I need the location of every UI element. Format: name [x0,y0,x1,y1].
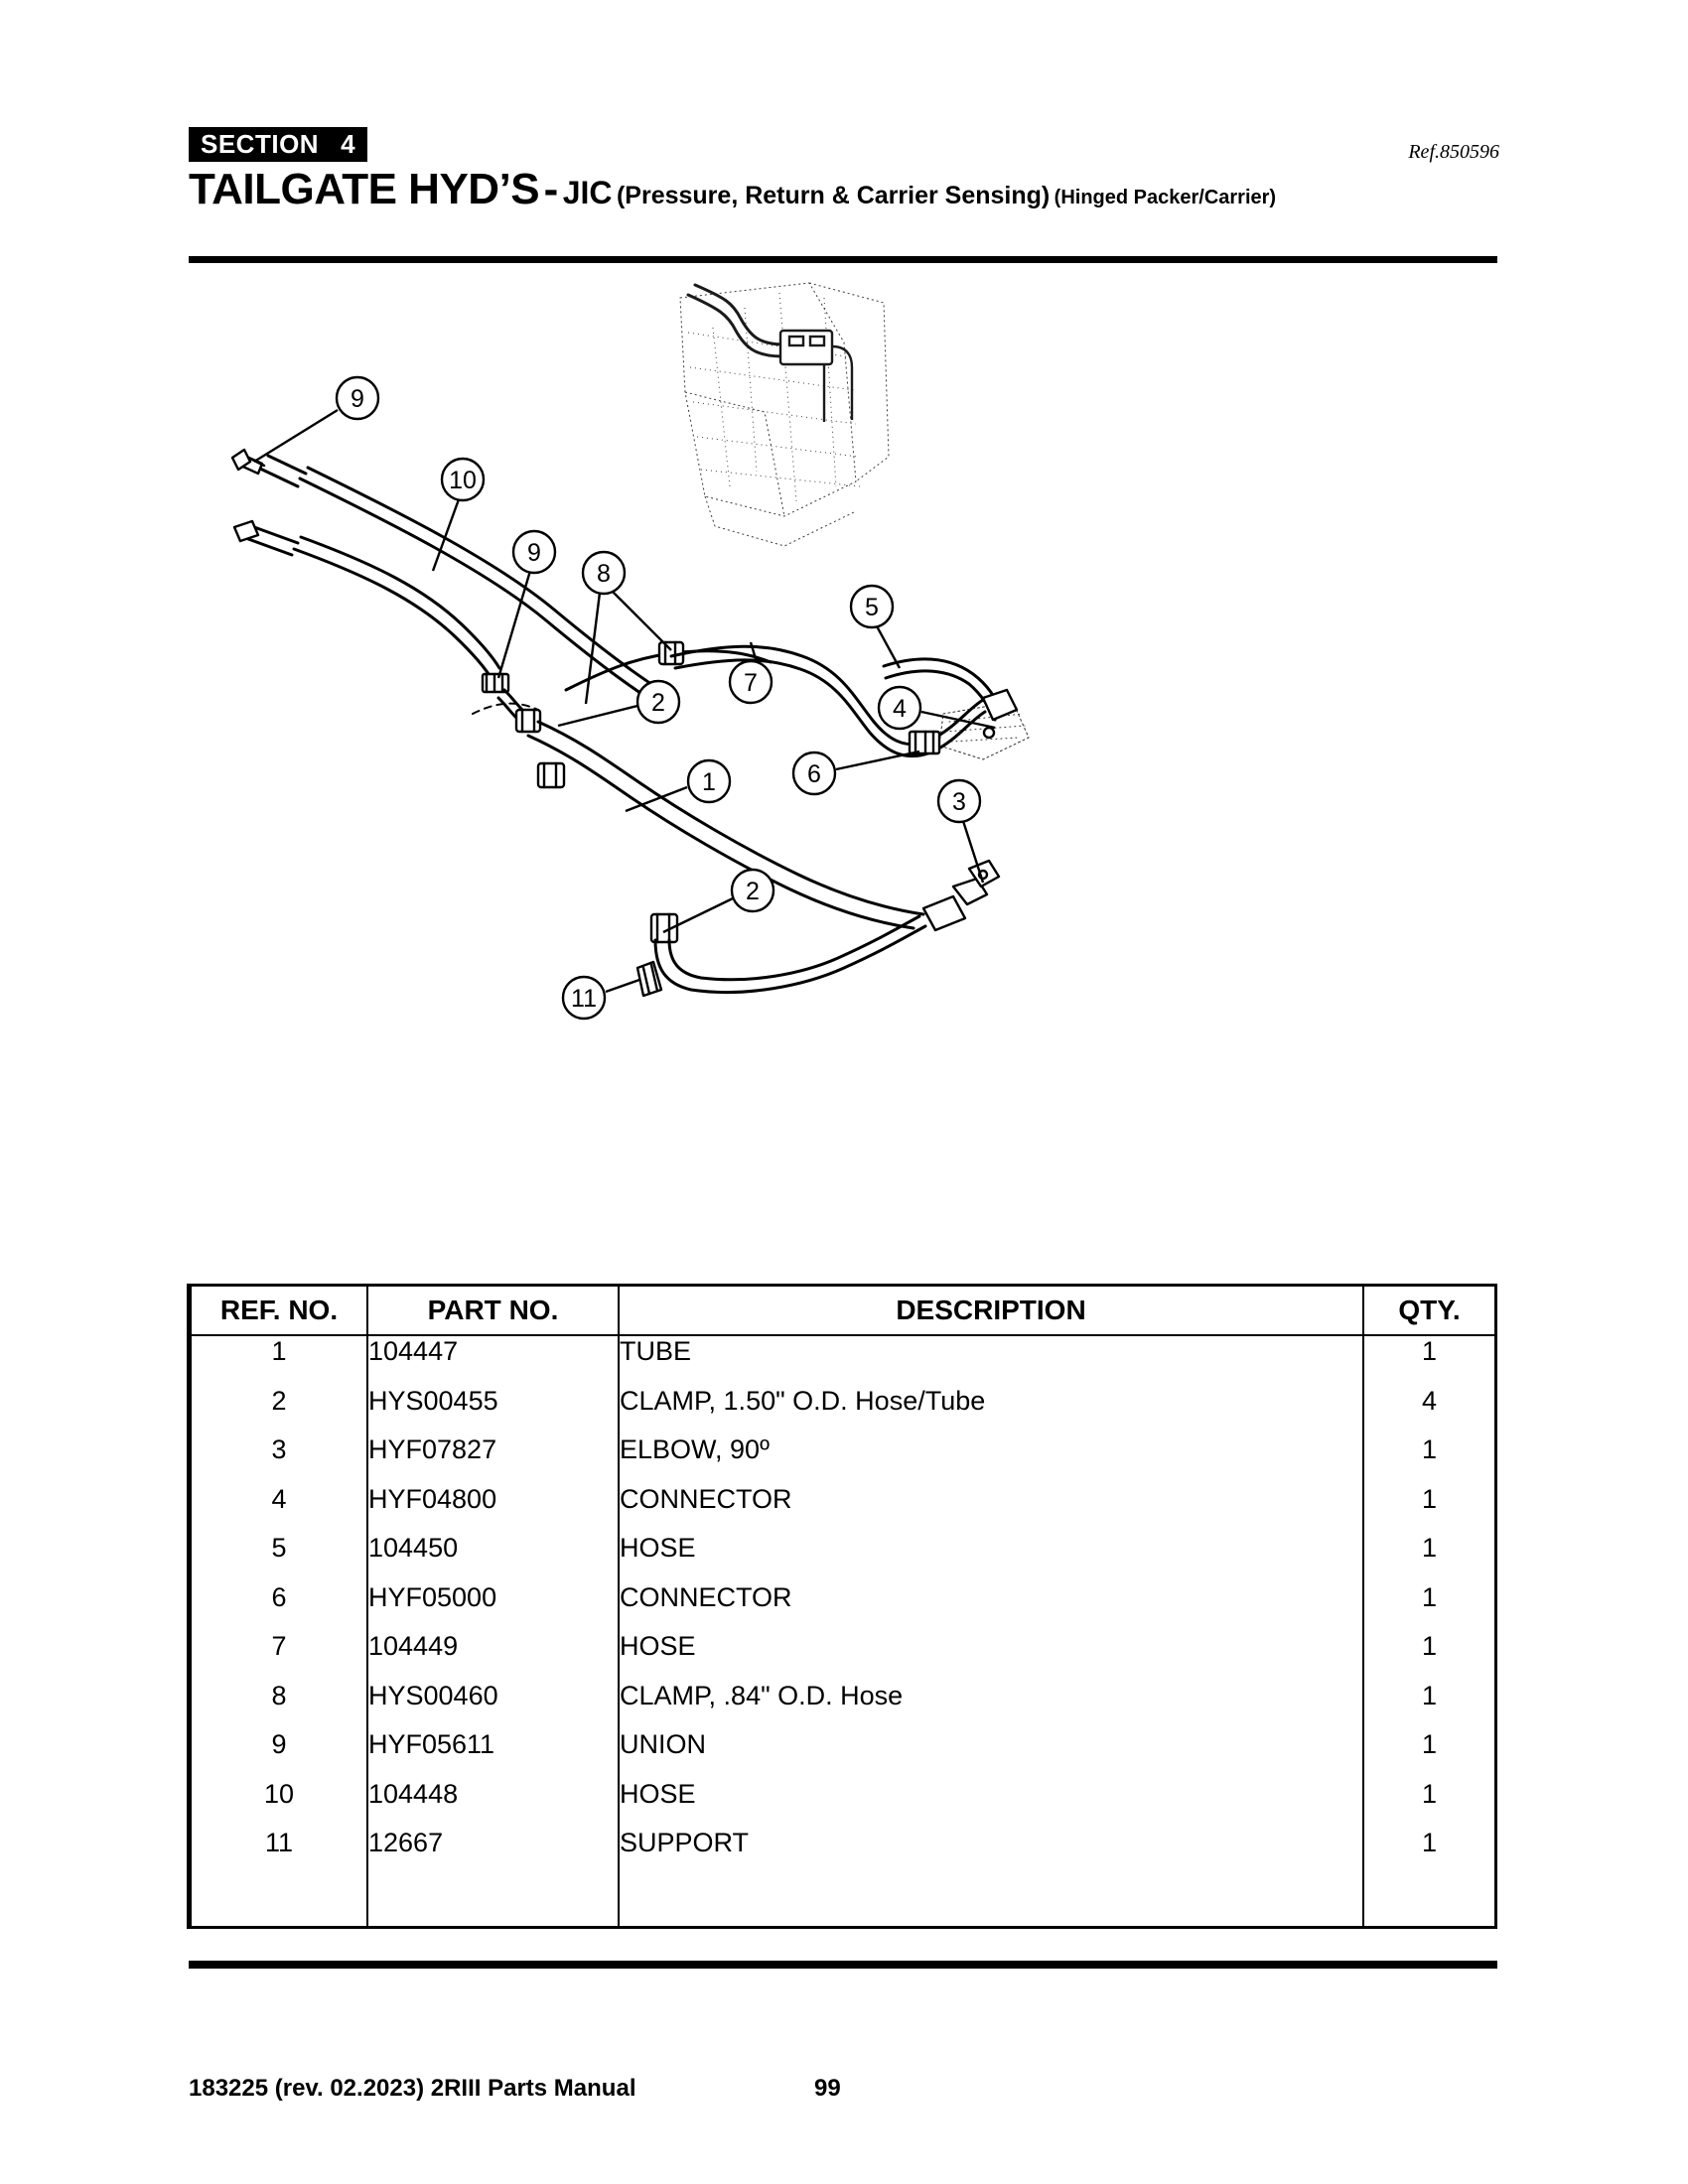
title-qualifier-primary: (Pressure, Return & Carrier Sensing) [616,182,1051,209]
cell-description: CLAMP, .84" O.D. Hose [619,1681,1363,1729]
column-header-description: DESCRIPTION [619,1287,1363,1335]
reference-code: Ref.850596 [1408,141,1499,163]
cell-qty: 1 [1363,1484,1495,1533]
cell-qty: 1 [1363,1434,1495,1483]
cell-qty: 1 [1363,1533,1495,1581]
section-label: SECTION [201,129,320,159]
cell-description: CONNECTOR [619,1582,1363,1631]
cell-ref-no: 11 [191,1828,367,1876]
callout-label-11: 11 [571,985,597,1013]
cell-empty-qty [1363,1876,1495,1926]
cell-part-no: 104447 [367,1335,619,1386]
cell-qty: 1 [1363,1631,1495,1680]
exploded-view-diagram [189,273,1499,1256]
callout-label-8: 8 [597,560,611,588]
table-header-row [191,1287,1495,1335]
cell-description: HOSE [619,1533,1363,1581]
cell-description: CONNECTOR [619,1484,1363,1533]
cell-empty-ref [191,1876,367,1926]
table-row [191,1434,1495,1483]
cell-ref-no: 9 [191,1729,367,1778]
vehicle-body-inset [680,283,889,546]
cell-description: HOSE [619,1779,1363,1828]
cell-part-no: HYS00460 [367,1681,619,1729]
footer-document-id: 183225 (rev. 02.2023) 2RIII Parts Manual [189,2075,636,2102]
table-row [191,1729,1495,1778]
cell-ref-no: 6 [191,1582,367,1631]
parts-table-container [187,1284,1497,1929]
callout-label-9-top: 9 [351,385,364,413]
page-header [189,127,1499,213]
cell-qty: 1 [1363,1779,1495,1828]
parts-illustration [189,273,1499,1256]
cell-qty: 1 [1363,1582,1495,1631]
cell-part-no: 12667 [367,1828,619,1876]
cell-ref-no: 10 [191,1779,367,1828]
table-row [191,1533,1495,1581]
cell-qty: 4 [1363,1386,1495,1434]
cell-empty-part [367,1876,619,1926]
cell-qty: 1 [1363,1729,1495,1778]
cell-qty: 1 [1363,1335,1495,1386]
column-header-part-no: PART NO. [367,1287,619,1335]
cell-part-no: HYF04800 [367,1484,619,1533]
cell-qty: 1 [1363,1681,1495,1729]
page-footer [189,2075,1499,2103]
cell-description: CLAMP, 1.50" O.D. Hose/Tube [619,1386,1363,1434]
footer-page-number: 99 [814,2075,841,2102]
cell-part-no: HYF05000 [367,1582,619,1631]
cell-ref-no: 3 [191,1434,367,1483]
cell-description: UNION [619,1729,1363,1778]
cell-part-no: HYF07827 [367,1434,619,1483]
callout-label-1: 1 [702,768,716,796]
footer-divider-rule [189,1961,1497,1969]
table-empty-space [191,1876,1495,1926]
column-header-qty: QTY. [1363,1287,1495,1335]
section-number: 4 [341,129,356,159]
cell-part-no: 104449 [367,1631,619,1680]
callout-label-6: 6 [807,760,821,788]
cell-part-no: HYS00455 [367,1386,619,1434]
section-badge [189,127,367,162]
parts-table [190,1287,1496,1926]
callout-label-7: 7 [744,669,758,697]
table-row [191,1484,1495,1533]
cell-description: SUPPORT [619,1828,1363,1876]
cell-ref-no: 8 [191,1681,367,1729]
cell-description: TUBE [619,1335,1363,1386]
cell-ref-no: 5 [191,1533,367,1581]
table-row [191,1582,1495,1631]
callout-label-3: 3 [952,788,966,816]
cell-description: HOSE [619,1631,1363,1680]
title-jic: JIC [562,175,613,210]
page-title [189,165,1276,214]
callout-label-10: 10 [449,467,477,494]
cell-qty: 1 [1363,1828,1495,1876]
column-header-ref-no: REF. NO. [191,1287,367,1335]
title-qualifier-secondary: (Hinged Packer/Carrier) [1054,187,1277,208]
cell-part-no: 104448 [367,1779,619,1828]
cell-part-no: 104450 [367,1533,619,1581]
table-row [191,1631,1495,1680]
table-row [191,1386,1495,1434]
callout-label-2-lower: 2 [746,878,760,905]
callout-label-9-mid: 9 [527,539,541,567]
cell-part-no: HYF05611 [367,1729,619,1778]
cell-ref-no: 4 [191,1484,367,1533]
table-row [191,1828,1495,1876]
cell-ref-no: 2 [191,1386,367,1434]
callout-label-5: 5 [865,594,879,621]
cell-ref-no: 1 [191,1335,367,1386]
callout-label-2-upper: 2 [651,689,665,717]
table-row [191,1681,1495,1729]
cell-empty-desc [619,1876,1363,1926]
header-divider-rule [189,256,1497,263]
table-row [191,1779,1495,1828]
title-dash: - [543,165,559,213]
cell-description: ELBOW, 90º [619,1434,1363,1483]
cell-ref-no: 7 [191,1631,367,1680]
table-row [191,1335,1495,1386]
title-main: TAILGATE HYD’S [189,165,540,213]
callout-label-4: 4 [893,695,907,723]
